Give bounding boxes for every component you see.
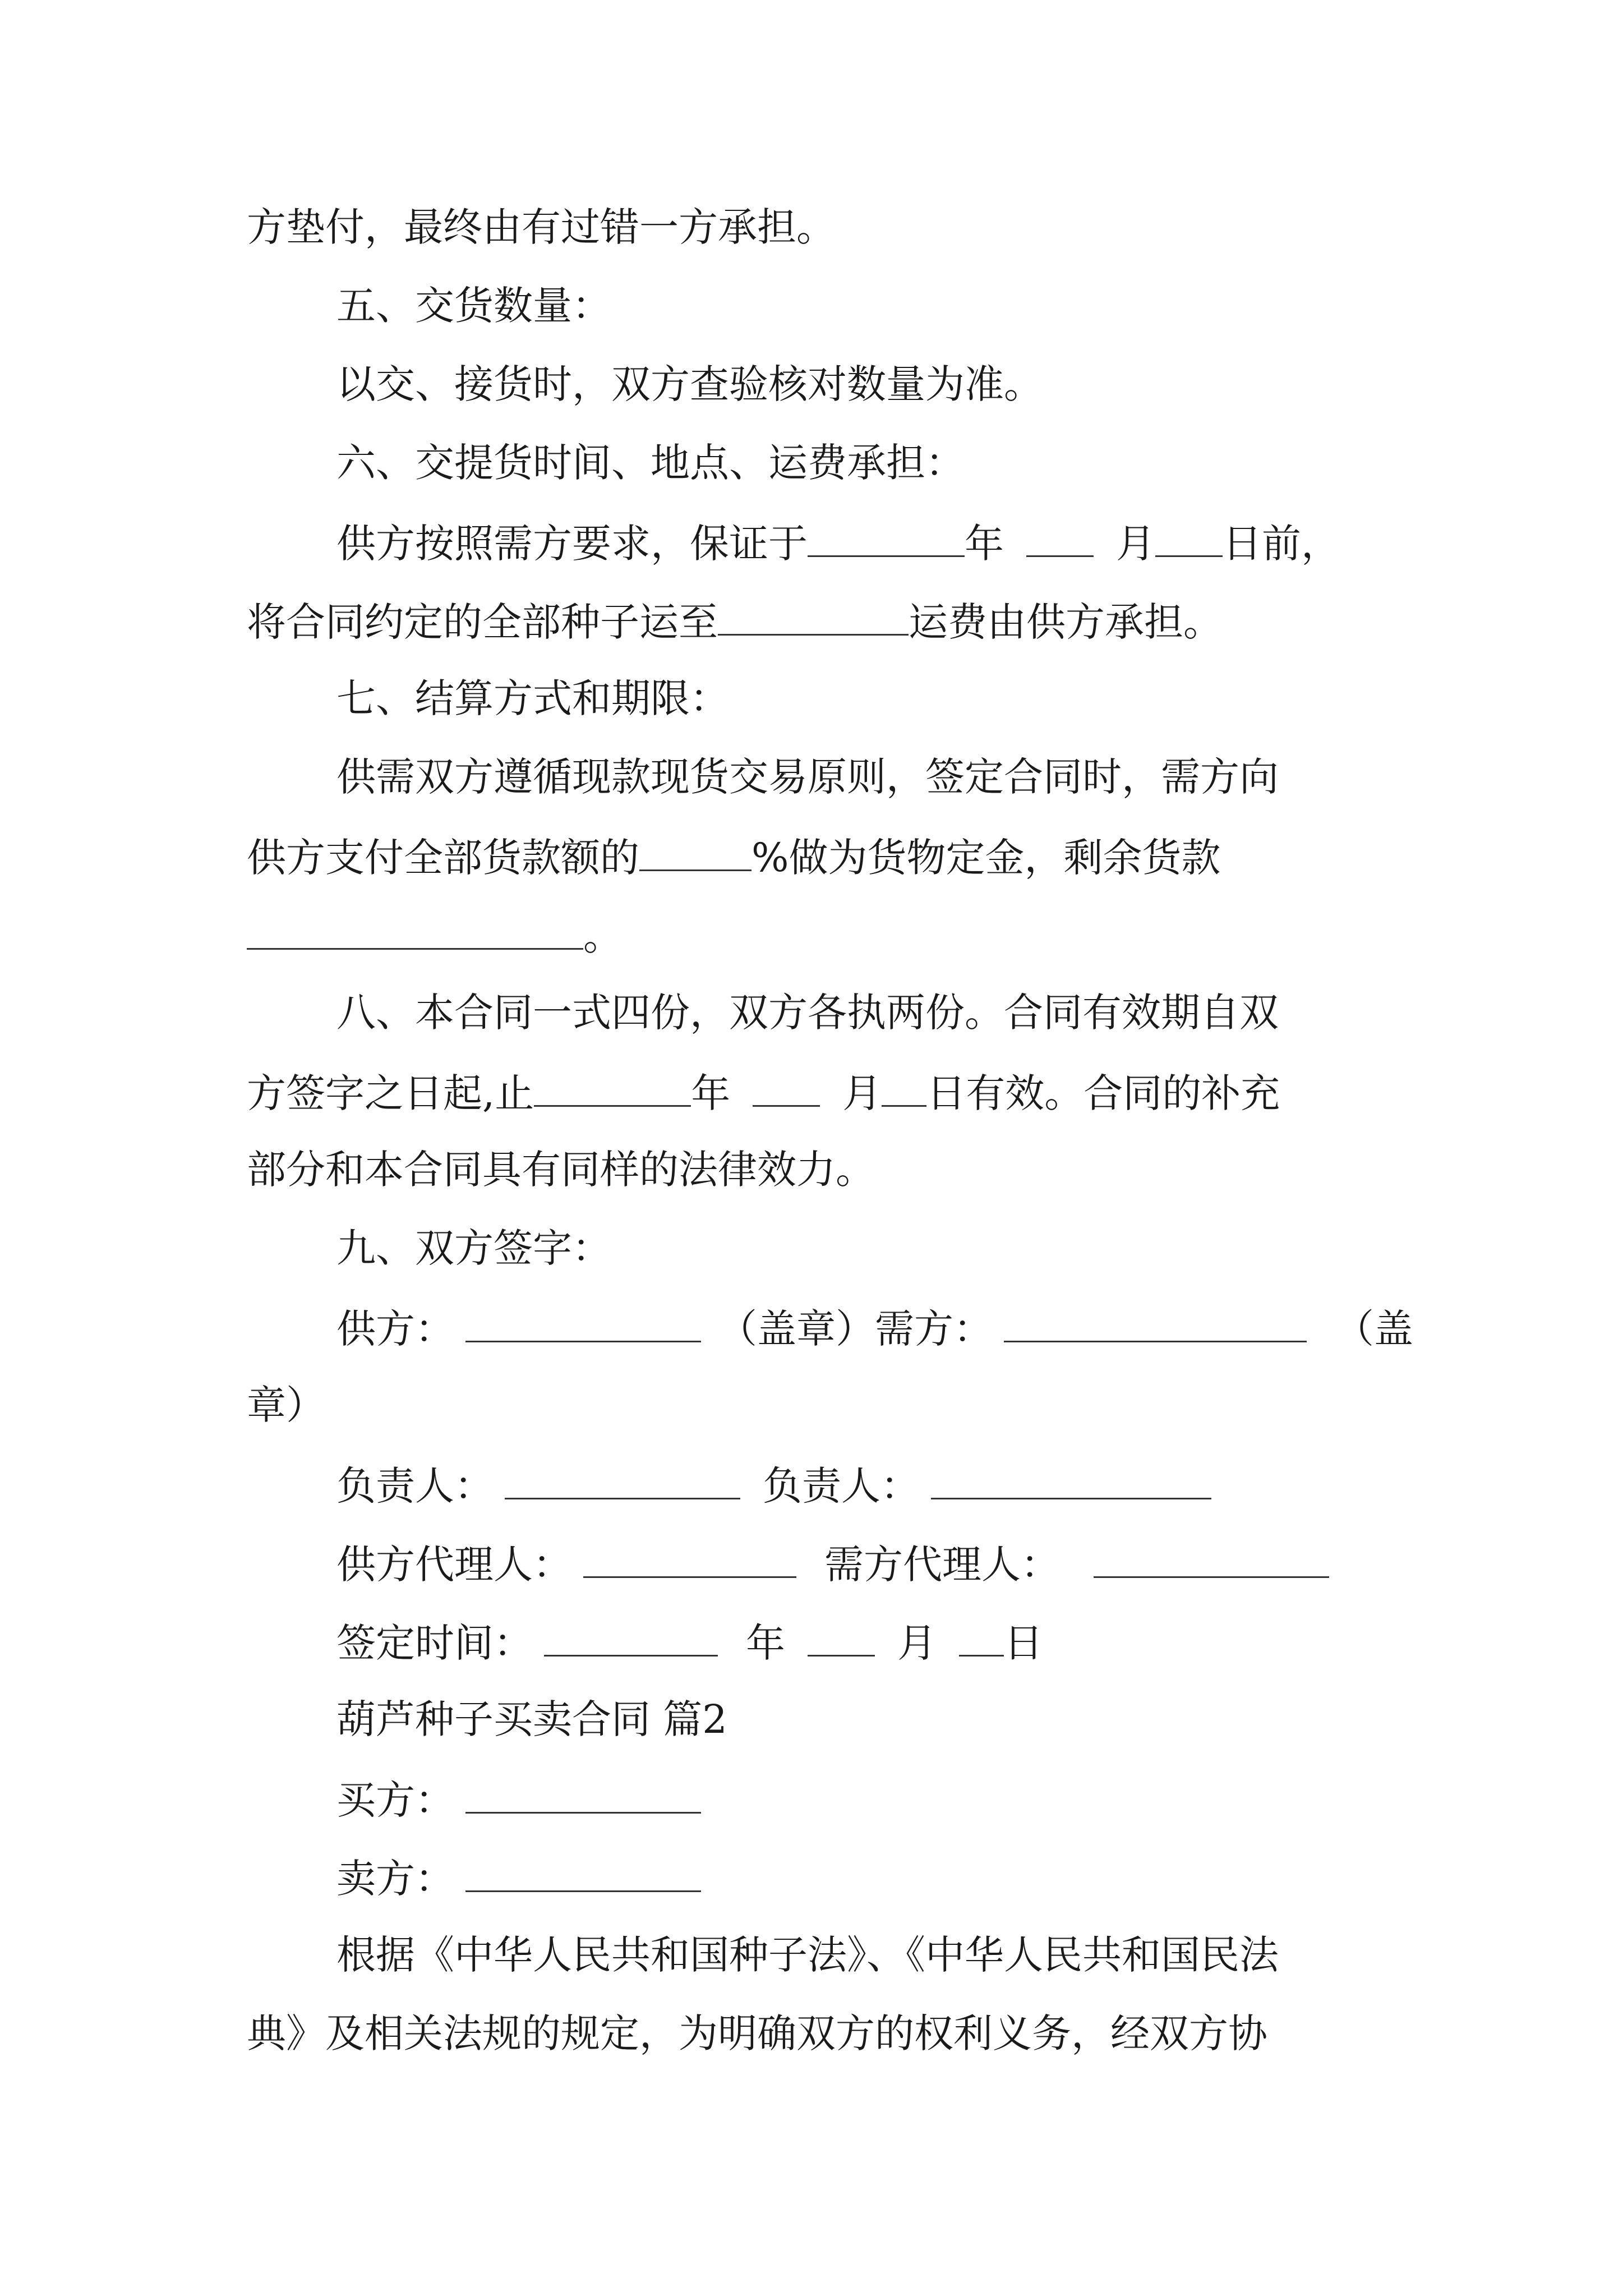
text-line: 供需双方遵循现款现货交易原则，签定合同时，需方向 xyxy=(336,754,1279,800)
blank-percent-field[interactable] xyxy=(639,836,751,871)
party-seller-line: 卖方： xyxy=(336,1857,701,1898)
text-line: 将合同约定的全部种子运至 运费由供方承担。 xyxy=(247,599,1223,645)
text-line: 典》及相关法规的规定，为明确双方的权利义务，经双方协 xyxy=(247,2010,1267,2056)
blank-remaining-payment-field[interactable] xyxy=(247,914,583,950)
signature-line-responsible: 负责人： 负责人： xyxy=(336,1464,1211,1506)
buyer-agent-field[interactable] xyxy=(1094,1543,1329,1578)
blank-month-field[interactable] xyxy=(753,1071,820,1107)
buyer-field[interactable] xyxy=(465,1778,701,1814)
blank-year-field[interactable] xyxy=(808,522,965,557)
text-line: 。 xyxy=(247,914,623,956)
signature-line-date: 签定时间： 年 月 日 xyxy=(336,1620,1043,1666)
buyer-name-field[interactable] xyxy=(1004,1307,1307,1342)
signature-line-agents: 供方代理人： 需方代理人： xyxy=(336,1543,1329,1584)
section-heading-6: 六、交提货时间、地点、运费承担： xyxy=(336,440,965,486)
blank-year-field[interactable] xyxy=(534,1071,691,1107)
section-heading-7: 七、结算方式和期限： xyxy=(336,675,729,721)
text-line: 部分和本合同具有同样的法律效力。 xyxy=(247,1147,875,1193)
sign-month-field[interactable] xyxy=(808,1621,875,1657)
signature-line-parties: 供方： （盖章）需方： （盖 xyxy=(336,1306,1413,1352)
sign-year-field[interactable] xyxy=(544,1621,718,1657)
section-heading-5: 五、交货数量： xyxy=(336,283,611,329)
section-heading-8: 八、本合同一式四份，双方各执两份。合同有效期自双 xyxy=(336,990,1279,1036)
buyer-responsible-field[interactable] xyxy=(931,1464,1211,1499)
blank-month-field[interactable] xyxy=(1026,522,1094,557)
text-line: 方垫付，最终由有过错一方承担。 xyxy=(247,204,836,250)
supplier-agent-field[interactable] xyxy=(583,1543,796,1578)
supplier-responsible-field[interactable] xyxy=(505,1464,740,1499)
document-subtitle: 葫芦种子买卖合同 篇2 xyxy=(336,1696,727,1742)
blank-destination-field[interactable] xyxy=(718,600,909,636)
sign-day-field[interactable] xyxy=(959,1621,1004,1657)
supplier-name-field[interactable] xyxy=(465,1307,701,1342)
text-line: 供方按照需方要求，保证于 年 月 日前， xyxy=(336,521,1340,567)
text-line: 方签字之日起,止 年 月 日有效。合同的补充 xyxy=(247,1070,1280,1116)
blank-day-field[interactable] xyxy=(1155,522,1223,557)
text-line: 供方支付全部货款额的 %做为货物定金，剩余货款 xyxy=(247,835,1221,881)
section-heading-9: 九、双方签字： xyxy=(336,1225,611,1271)
text-line: 根据《中华人民共和国种子法》、《中华人民共和国民法 xyxy=(336,1932,1279,1978)
blank-day-field[interactable] xyxy=(882,1071,926,1107)
text-line: 章） xyxy=(247,1382,325,1428)
text-line: 以交、接货时，双方查验核对数量为准。 xyxy=(336,361,1043,407)
party-buyer-line: 买方： xyxy=(336,1778,701,1820)
seller-field[interactable] xyxy=(465,1857,701,1892)
